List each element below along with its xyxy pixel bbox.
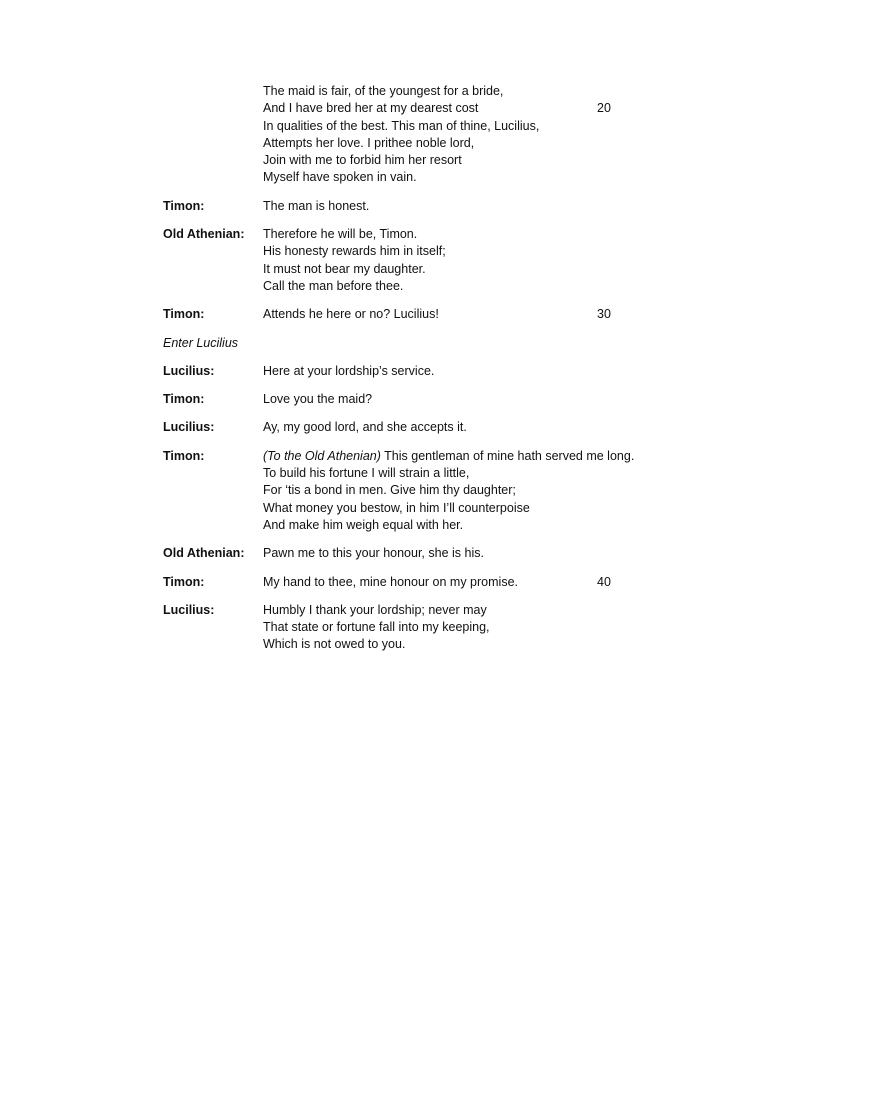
verse-line (263, 363, 683, 380)
speaker-name: Timon: (163, 392, 205, 407)
speaker-name: Old Athenian: (163, 546, 245, 561)
verse-line (263, 100, 683, 117)
line-text: Here at your lordship’s service. (263, 363, 435, 378)
verse-line (263, 83, 683, 100)
line-text: Which is not owed to you. (263, 637, 406, 652)
line-text: Humbly I thank your lordship; never may (263, 602, 487, 617)
verse-line (263, 118, 683, 135)
speech-block (163, 448, 683, 534)
speech-block (163, 363, 683, 380)
speaker-name (163, 83, 263, 187)
speaker-name: Timon: (163, 448, 205, 463)
stage-direction: Enter Lucilius (163, 335, 239, 350)
line-text: Therefore he will be, Timon. (263, 227, 418, 242)
line-text: That state or fortune fall into my keeping, (263, 620, 490, 635)
speech-block (163, 198, 683, 215)
line-text: It must not bear my daughter. (263, 261, 426, 276)
speech-lines (263, 306, 683, 323)
verse-line (263, 152, 683, 169)
speech-lines (263, 545, 683, 562)
line-text: In qualities of the best. This man of thine, Lucilius, (263, 118, 540, 133)
line-text: What money you bestow, in him I’ll counterpoise (263, 500, 530, 515)
verse-line (263, 226, 683, 243)
line-text: And make him weigh equal with her. (263, 517, 464, 532)
speech-lines (263, 226, 683, 295)
verse-line (263, 243, 683, 260)
verse-line (263, 169, 683, 186)
verse-line (263, 636, 683, 653)
speaker-name: Timon: (163, 574, 205, 589)
verse-line (263, 261, 683, 278)
verse-line (263, 545, 683, 562)
line-text: Pawn me to this your honour, she is his. (263, 546, 484, 561)
speech-block (163, 391, 683, 408)
verse-line (263, 135, 683, 152)
speech-lines (263, 602, 683, 654)
line-text: My hand to thee, mine honour on my promise. (263, 574, 518, 589)
line-text: The man is honest. (263, 198, 370, 213)
verse-line (263, 574, 683, 591)
speech-lines (263, 391, 683, 408)
line-number: 30 (597, 307, 611, 322)
line-text: Attends he here or no? Lucilius! (263, 307, 439, 322)
speech-block (163, 574, 683, 591)
script-page (163, 83, 683, 665)
line-text: This gentleman of mine hath served me long. (380, 448, 635, 463)
inline-stage-direction: (To the Old Athenian) (263, 448, 381, 463)
speech-lines (263, 198, 683, 215)
speech-block (163, 306, 683, 323)
speech-lines (263, 419, 683, 436)
speaker-name: Lucilius: (163, 602, 215, 617)
speech-block (163, 545, 683, 562)
speech-block (163, 419, 683, 436)
verse-line (263, 619, 683, 636)
verse-line (263, 278, 683, 295)
verse-line (263, 306, 683, 323)
speech-block (163, 83, 683, 187)
verse-line (263, 419, 683, 436)
speech-block (163, 226, 683, 295)
line-text: His honesty rewards him in itself; (263, 244, 446, 259)
speeches-after-entrance (163, 363, 683, 654)
speaker-name: Timon: (163, 198, 205, 213)
verse-line (263, 391, 683, 408)
line-number: 40 (597, 574, 611, 589)
line-number: 20 (597, 101, 611, 116)
speaker-name: Old Athenian: (163, 227, 245, 242)
line-text: To build his fortune I will strain a little, (263, 466, 470, 481)
verse-line (263, 517, 683, 534)
speech-lines (263, 448, 683, 534)
speech-lines (263, 83, 683, 187)
line-text: Love you the maid? (263, 392, 373, 407)
line-text: Ay, my good lord, and she accepts it. (263, 420, 467, 435)
verse-line (263, 198, 683, 215)
line-text: The maid is fair, of the youngest for a bride, (263, 84, 504, 98)
speaker-name: Lucilius: (163, 420, 215, 435)
line-text: Call the man before thee. (263, 278, 404, 293)
speaker-name: Timon: (163, 307, 205, 322)
verse-line (263, 482, 683, 499)
speaker-name: Lucilius: (163, 363, 215, 378)
line-text: For ‘tis a bond in men. Give him thy daughter; (263, 483, 516, 498)
speeches-before-entrance (163, 83, 683, 324)
verse-line (263, 465, 683, 482)
speech-lines (263, 363, 683, 380)
line-text: Join with me to forbid him her resort (263, 153, 462, 168)
line-text: Attempts her love. I prithee noble lord, (263, 135, 475, 150)
speech-lines (263, 574, 683, 591)
line-text: And I have bred her at my dearest cost (263, 101, 479, 116)
verse-line (263, 448, 683, 465)
speech-block (163, 602, 683, 654)
line-text: Myself have spoken in vain. (263, 170, 417, 185)
verse-line (263, 500, 683, 517)
verse-line (263, 602, 683, 619)
